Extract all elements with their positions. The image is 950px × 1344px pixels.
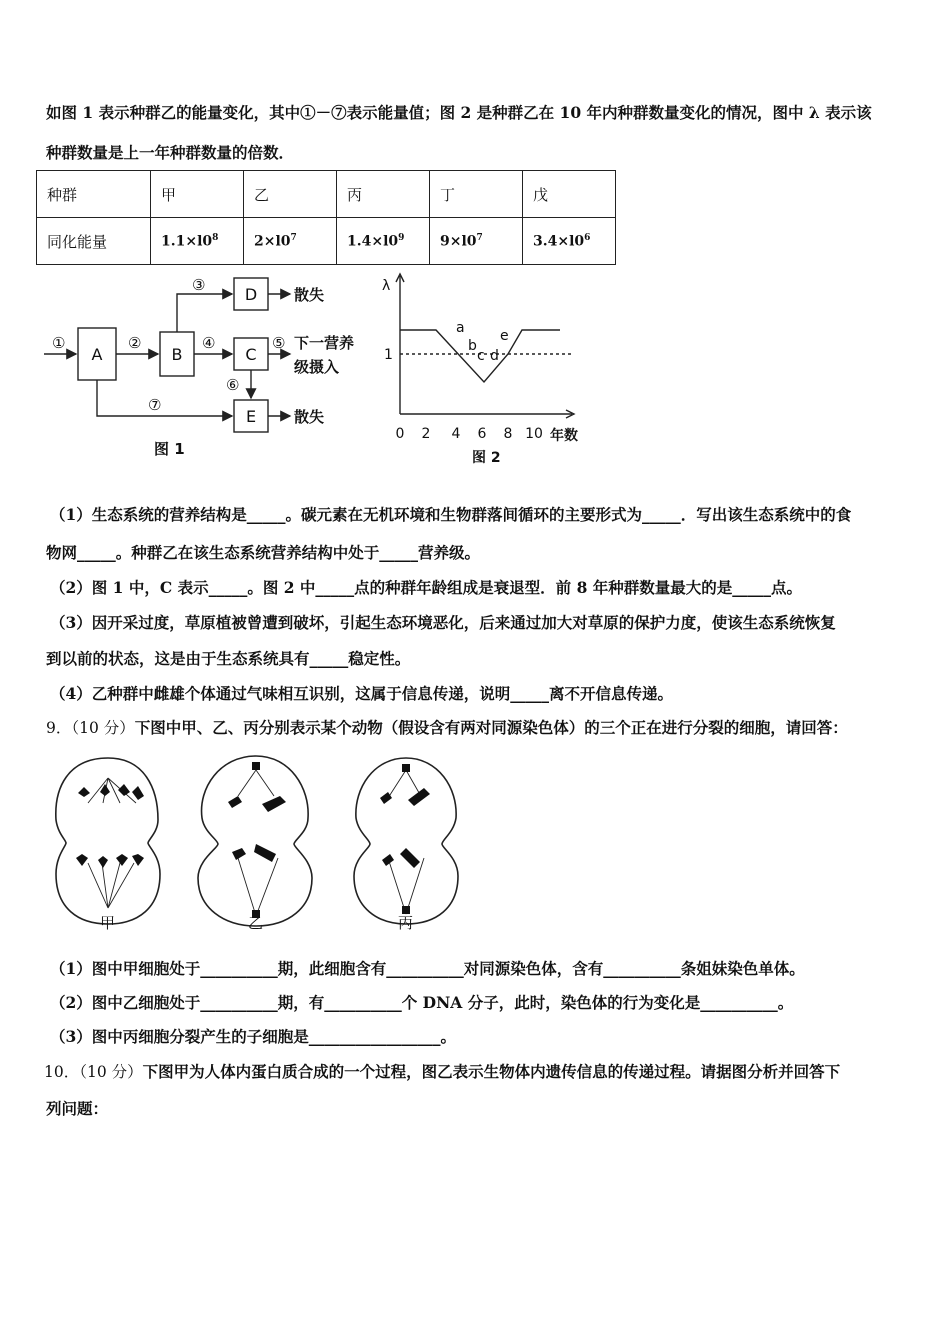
table-header-cell: 种群 xyxy=(37,171,151,218)
q9-number: 9． xyxy=(46,719,72,737)
cell-division-figure xyxy=(48,748,468,938)
cell-jia-outline xyxy=(56,758,160,924)
cell-label-bing: 丙 xyxy=(398,914,414,932)
q9-part3: （3）图中丙细胞分裂产生的子细胞是_________________。 xyxy=(50,1027,457,1046)
q10-stem-line2: 列问题： xyxy=(46,1099,109,1118)
box-e-label: E xyxy=(245,407,257,426)
cell-yi-spindle xyxy=(238,770,278,916)
table-header-row xyxy=(37,171,616,218)
loss-label-d: 散失 xyxy=(294,286,325,304)
table-header-cell: 甲 xyxy=(151,171,244,218)
q10-number: 10． xyxy=(44,1063,80,1081)
point-label-b: b xyxy=(468,338,477,354)
table-cell: $3.4\times l0^6$ xyxy=(523,218,616,265)
table-header-cell: 丙 xyxy=(337,171,430,218)
y-tick-1: 1 xyxy=(384,347,393,363)
q9-part1: （1）图中甲细胞处于__________期，此细胞含有__________对同源染色体，含有__________条姐妹染色单体。 xyxy=(50,959,805,978)
energy-flow-diagram xyxy=(40,268,380,468)
flow-label-5: ⑤ xyxy=(272,334,286,352)
intro-line-2: 种群数量是上一年种群数量的倍数． xyxy=(46,143,295,162)
point-label-d: d xyxy=(490,348,499,364)
table-cell: $9\times l0^7$ xyxy=(430,218,523,265)
box-d-label: D xyxy=(244,285,258,304)
flow-arrow-3 xyxy=(177,294,232,332)
table-header-cell: 戊 xyxy=(523,171,616,218)
cell-jia-chromosomes-top xyxy=(78,784,144,800)
x-tick-label: 10 xyxy=(525,426,543,442)
box-b-label: B xyxy=(171,345,183,364)
table-cell: $2\times l0^7$ xyxy=(244,218,337,265)
table-cell: $1.1\times l0^8$ xyxy=(151,218,244,265)
next-level-label-1: 下一营养 xyxy=(294,334,355,352)
q9-part2: （2）图中乙细胞处于__________期，有__________个 DNA 分子，此时，染色体的行为变化是__________。 xyxy=(50,993,794,1012)
flow-label-3: ③ xyxy=(192,276,206,294)
cell-label-yi: 乙 xyxy=(248,914,264,932)
q8-part3-line2: 到以前的状态，这是由于生态系统具有_____稳定性。 xyxy=(46,649,411,668)
cell-bing-spindle xyxy=(388,770,424,914)
intro-line-1: 如图 1 表示种群乙的能量变化，其中①－⑦表示能量值；图 2 是种群乙在 10 年内种群数量变化的情况，图中 λ 表示该 xyxy=(46,103,872,122)
q8-part2: （2）图 1 中，C 表示_____。图 2 中_____点的种群年龄组成是衰退型．前 8 年种群数量最大的是_____点。 xyxy=(50,578,803,597)
x-tick-label: 4 xyxy=(451,426,461,442)
flow-label-2: ② xyxy=(128,334,142,352)
q10-score: （10 分） xyxy=(79,1063,143,1081)
cell-bing-chromosomes-top xyxy=(380,788,430,806)
flow-label-6: ⑥ xyxy=(226,376,240,394)
flow-arrow-7 xyxy=(97,380,232,416)
point-label-e: e xyxy=(500,328,509,344)
q8-part4: （4）乙种群中雌雄个体通过气味相互识别，这属于信息传递，说明_____离不开信息传递。 xyxy=(50,684,674,703)
cell-label-jia: 甲 xyxy=(100,914,116,932)
energy-table xyxy=(36,170,616,265)
q8-part1-line2: 物网_____。种群乙在该生态系统营养结构中处于_____营养级。 xyxy=(46,543,481,562)
cell-yi-chromosomes-top xyxy=(228,796,286,812)
box-c-label: C xyxy=(245,345,257,364)
x-tick-label: 0 xyxy=(395,426,405,442)
point-label-c: c xyxy=(477,348,485,364)
x-axis-label: 年数 xyxy=(550,428,578,444)
point-label-a: a xyxy=(456,320,465,336)
loss-label-e: 散失 xyxy=(294,408,325,426)
q10-stem-text: 下图甲为人体内蛋白质合成的一个过程，图乙表示生物体内遗传信息的传递过程。请据图分析并回答下 xyxy=(142,1062,841,1081)
lambda-chart xyxy=(376,268,606,468)
cell-yi-outline xyxy=(198,756,312,926)
cell-yi-centriole-top xyxy=(252,762,260,770)
q9-stem-text: 下图中甲、乙、丙分别表示某个动物（假设含有两对同源染色体）的三个正在进行分裂的细胞，请回答： xyxy=(134,718,848,737)
cell-jia-chromosomes-bottom xyxy=(76,854,144,868)
flow-label-4: ④ xyxy=(202,334,216,352)
table-cell: $1.4\times l0^9$ xyxy=(337,218,430,265)
x-tick-label: 6 xyxy=(477,426,487,442)
table-row-label: 同化能量 xyxy=(37,218,151,265)
figure1-caption: 图 1 xyxy=(154,440,185,458)
q8-part3-line1: （3）因开采过度，草原植被曾遭到破坏，引起生态环境恶化，后来通过加大对草原的保护力度，使该生态系统恢复 xyxy=(50,613,836,632)
cell-jia-spindle xyxy=(88,778,136,908)
y-axis-label: λ xyxy=(382,278,391,294)
cell-bing-chromosomes-bottom xyxy=(382,848,420,868)
q10-stem xyxy=(44,1060,840,1082)
table-header-cell: 丁 xyxy=(430,171,523,218)
x-tick-label: 2 xyxy=(421,426,431,442)
x-tick-label: 8 xyxy=(503,426,513,442)
box-a-label: A xyxy=(91,345,103,364)
figure2-caption: 图 2 xyxy=(472,450,501,466)
next-level-label-2: 级摄入 xyxy=(294,358,340,376)
cell-bing-centriole-top xyxy=(402,764,410,772)
q9-stem xyxy=(46,716,848,738)
cell-bing-outline xyxy=(354,758,458,924)
table-header-cell: 乙 xyxy=(244,171,337,218)
table-row xyxy=(37,218,616,265)
q8-part1-line1: （1）生态系统的营养结构是_____。碳元素在无机环境和生物群落间循环的主要形式为_____．写出该生态系统中的食 xyxy=(50,505,852,524)
flow-label-1: ① xyxy=(52,334,66,352)
q9-score: （10 分） xyxy=(71,719,135,737)
flow-label-7: ⑦ xyxy=(148,396,162,414)
